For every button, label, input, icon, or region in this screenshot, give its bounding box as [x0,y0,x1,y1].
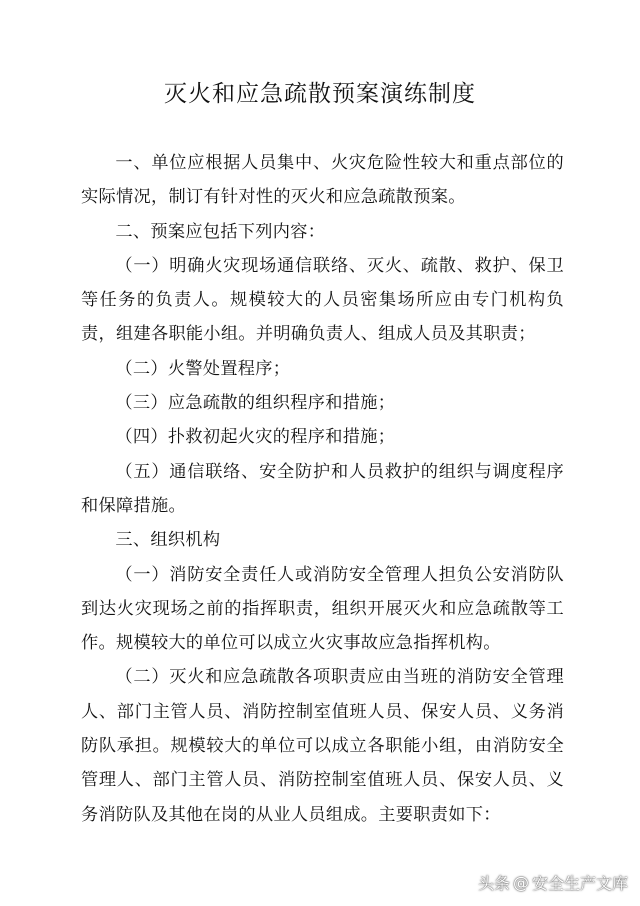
paragraph-9: （一）消防安全责任人或消防安全管理人担负公安消防队到达火灾现场之前的指挥职责，组织开展灭火和应急疏散等工作。规模较大的单位可以成立火灾事故应急指挥机构。 [81,564,564,654]
paragraph-7: （五）通信联络、安全防护和人员救护的组织与调度程序和保障措施。 [81,461,564,516]
paragraph-8: 三、组织机构 [115,530,221,551]
paragraph-3: （一）明确火灾现场通信联络、灭火、疏散、救护、保卫等任务的负责人。规模较大的人员密集场所应由专门机构负责，组建各职能小组。并明确负责人、组成人员及其职责； [81,255,564,345]
paragraph-4: （二）火警处置程序； [115,358,291,379]
watermark [478,871,628,894]
paragraph-10: （二）灭火和应急疏散各项职责应由当班的消防安全管理人、部门主管人员、消防控制室值班人员、保安人员、义务消防队承担。规模较大的单位可以成立各职能小组，由消防安全管理人、部门主管人员、消防控制室值班人员、保安人员、义务消防队及其他在岗的从业人员组成。主要职责如下： [81,667,564,825]
paragraph-1: 一、单位应根据人员集中、火灾危险性较大和重点部位的实际情况，制订有针对性的灭火和应急疏散预案。 [81,153,564,208]
document-body [81,146,564,832]
paragraph-6: （四）扑救初起火灾的程序和措施； [115,427,396,448]
watermark-separator: @ [512,873,529,892]
watermark-platform: 头条 [477,874,510,893]
paragraph-5: （三）应急疏散的组织程序和措施； [115,393,396,414]
watermark-account: 安全生产文库 [531,874,628,893]
document-title: 灭火和应急疏散预案演练制度 [164,81,476,107]
paragraph-2: 二、预案应包括下列内容： [115,221,326,242]
